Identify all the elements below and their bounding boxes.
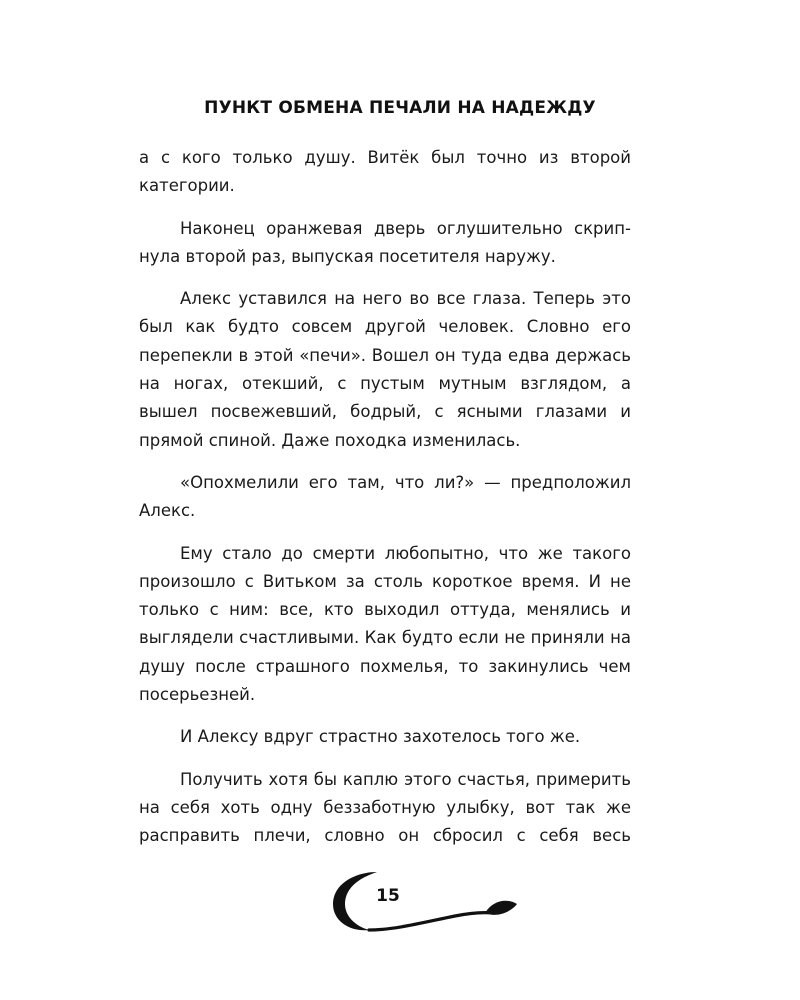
paragraph-6: И Алексу вдруг страстно захотелось того же. (180, 727, 581, 747)
page-number: 15 (376, 886, 400, 906)
swirl-ornament-icon (325, 860, 525, 940)
running-head: ПУНКТ ОБМЕНА ПЕЧАЛИ НА НАДЕЖДУ (204, 98, 596, 118)
body-text (139, 144, 631, 851)
paragraph-3: Алекс уставился на него во все глаза. Теперь это был как будто совсем другой человек. Словно его перепекли в этой «печи». Вошел он туда едва держась на ногах, отекший, с пустым мутным взглядом, а вышел посвежевший, бодрый, с ясными глазами и прямой спиной. Даже походка изменилась. (139, 289, 631, 450)
paragraph-1: а с кого только душу. Витёк был точно из второй категории. (139, 148, 631, 196)
paragraph-4: «Опохмелили его там, что ли?» — предположил Алекс. (139, 472, 631, 521)
page-folio (325, 860, 525, 940)
paragraph-7: Получить хотя бы каплю этого счастья, примерить на себя хоть одну беззаботную улыбку, вот так же расправить плечи, словно он сбросил с себя весь (139, 769, 631, 846)
paragraph-5: Ему стало до смерти любопытно, что же такого произошло с Витьком за столь короткое время. И не только с ним: все, кто выходил оттуда, менялись и выглядели счастливыми. Как будто если не приняли на душу после страшного похмелья, то закинулись чем посерьезней. (139, 543, 631, 705)
paragraph-2: Наконец оранжевая дверь оглушительно скрипнула второй раз, выпуская посетителя наружу. (139, 218, 631, 266)
